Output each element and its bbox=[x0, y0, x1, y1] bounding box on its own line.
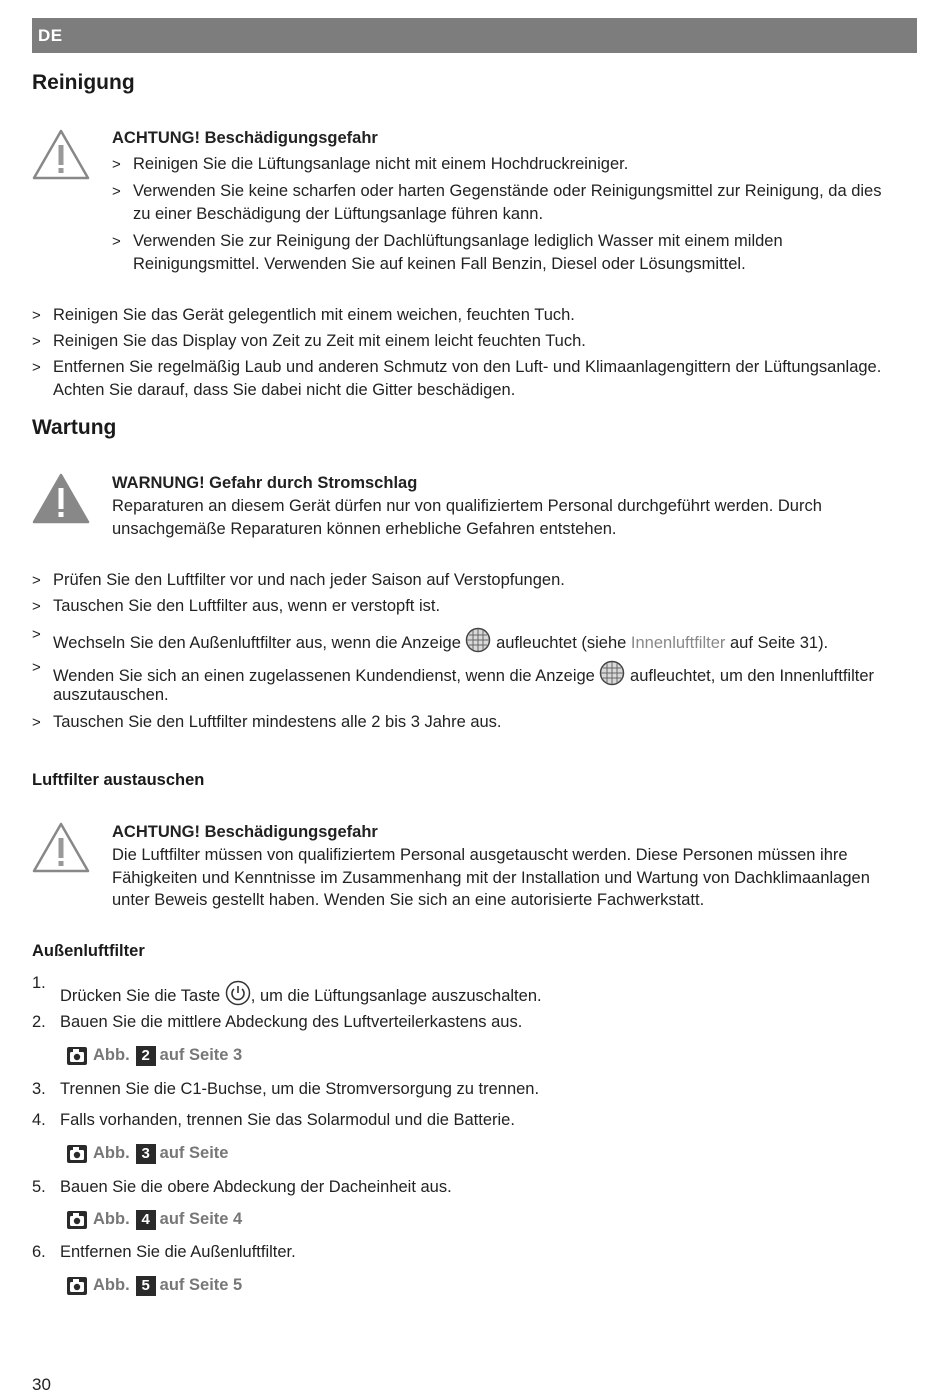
warning-text: Reparaturen an diesem Gerät dürfen nur von qualifiziertem Personal durchgeführt werden. Durch bbox=[112, 497, 822, 515]
warning-title-filter: ACHTUNG! Beschädigungsgefahr bbox=[112, 823, 378, 841]
warning-filled-icon bbox=[31, 472, 91, 525]
camera-icon bbox=[66, 1046, 88, 1066]
camera-icon bbox=[66, 1144, 88, 1164]
camera-icon bbox=[66, 1210, 88, 1230]
section-title-cleaning: Reinigung bbox=[32, 71, 135, 94]
language-label: DE bbox=[38, 26, 63, 45]
filter-indicator-icon bbox=[599, 660, 625, 686]
subsection-title-filter: Luftfilter austauschen bbox=[32, 771, 205, 789]
warning-title-cleaning: ACHTUNG! Beschädigungsgefahr bbox=[112, 129, 378, 147]
warning-item-continued: zu einer Beschädigung der Lüftungsanlage führen kann. bbox=[133, 205, 544, 223]
section-title-maintenance: Wartung bbox=[32, 416, 117, 439]
power-button-icon bbox=[225, 980, 251, 1006]
filter-indicator-icon bbox=[465, 627, 491, 653]
warning-item-continued: Reinigungsmittel. Verwenden Sie auf keinen Fall Benzin, Diesel oder Lösungsmittel. bbox=[133, 255, 746, 273]
page-number: 30 bbox=[32, 1375, 51, 1394]
figure-reference[interactable]: Abb. 5 auf Seite 5 bbox=[66, 1274, 242, 1296]
link-innenluftfilter[interactable]: Innenluftfilter bbox=[630, 634, 726, 652]
list-item-continued: Achten Sie darauf, dass Sie dabei nicht die Gitter beschädigen. bbox=[53, 381, 516, 399]
warning-text: Die Luftfilter müssen von qualifiziertem Personal ausgetauscht werden. Diese Personen müssen ihre bbox=[112, 846, 848, 864]
list-item-continued: auszutauschen. bbox=[53, 686, 169, 704]
figure-reference[interactable]: Abb. 3 auf Seite bbox=[66, 1142, 228, 1164]
language-bar bbox=[32, 18, 917, 53]
caution-outline-icon bbox=[31, 128, 91, 181]
subsection-title-outer-filter: Außenluftfilter bbox=[32, 942, 145, 960]
caution-outline-icon bbox=[31, 821, 91, 874]
warning-text: unter Beweis gestellt haben. Wenden Sie sich an eine autorisierte Fachwerkstatt. bbox=[112, 891, 705, 909]
warning-text: Fähigkeiten und Kenntnisse im Zusammenhang mit der Installation und Wartung von Dachklimaanlagen bbox=[112, 869, 870, 887]
figure-reference[interactable]: Abb. 4 auf Seite 4 bbox=[66, 1208, 242, 1230]
warning-title-maintenance: WARNUNG! Gefahr durch Stromschlag bbox=[112, 474, 418, 492]
camera-icon bbox=[66, 1276, 88, 1296]
warning-text: unsachgemäße Reparaturen können erhebliche Gefahren entstehen. bbox=[112, 520, 617, 538]
figure-reference[interactable]: Abb. 2 auf Seite 3 bbox=[66, 1044, 242, 1066]
